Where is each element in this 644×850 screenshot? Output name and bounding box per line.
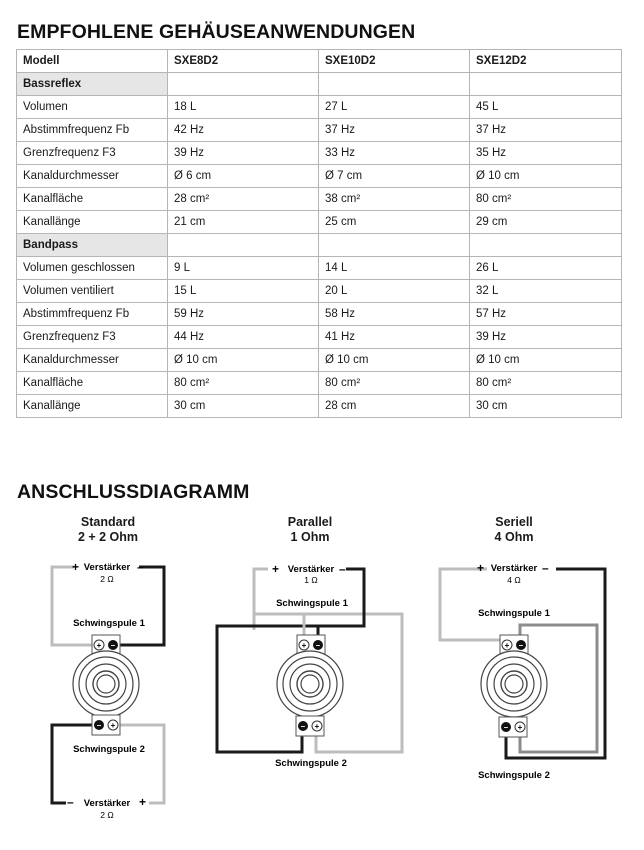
row-label-cell: Grenzfrequenz F3 <box>17 142 168 165</box>
standard-wire-minus-bottom <box>52 725 98 803</box>
value-cell: 9 L <box>168 257 319 280</box>
row-label-cell: Grenzfrequenz F3 <box>17 326 168 349</box>
parallel-diagram <box>217 562 402 769</box>
svg-text:+: + <box>504 641 510 650</box>
svg-text:–: – <box>503 723 509 732</box>
standard-amp-top-plus: + <box>72 560 80 574</box>
svg-text:–: – <box>315 641 321 650</box>
standard-amp-bottom-plus: + <box>139 795 147 809</box>
standard-ohm: 2 + 2 Ohm <box>77 530 139 544</box>
value-cell: 39 Hz <box>168 142 319 165</box>
value-cell: 42 Hz <box>168 119 319 142</box>
value-cell: 20 L <box>319 280 470 303</box>
value-cell: 57 Hz <box>470 303 622 326</box>
header-cell-sxe10d2: SXE10D2 <box>319 50 470 73</box>
value-cell: 25 cm <box>319 211 470 234</box>
standard-title: Standard <box>80 515 136 529</box>
standard-coil1-label: Schwingspule 1 <box>73 618 145 629</box>
value-cell: 80 cm² <box>319 372 470 395</box>
section-label: Bandpass <box>17 234 168 257</box>
value-cell: 33 Hz <box>319 142 470 165</box>
value-cell: 80 cm² <box>470 372 622 395</box>
svg-text:–: – <box>96 721 102 730</box>
seriell-coil1-label: Schwingspule 1 <box>478 608 550 619</box>
svg-text:+: + <box>314 722 320 731</box>
row-label-cell: Kanaldurchmesser <box>17 165 168 188</box>
header-cell-model: Modell <box>17 50 168 73</box>
value-cell: 37 Hz <box>470 119 622 142</box>
svg-text:+: + <box>110 721 116 730</box>
value-cell: Ø 10 cm <box>319 349 470 372</box>
seriell-amp-label: Verstärker <box>490 563 538 574</box>
value-cell: 28 cm <box>319 395 470 418</box>
value-cell: 59 Hz <box>168 303 319 326</box>
seriell-amp-minus: – <box>542 561 549 575</box>
parallel-ohm: 1 Ohm <box>290 530 330 544</box>
row-label-cell: Kanalfläche <box>17 372 168 395</box>
seriell-diagram <box>440 561 605 781</box>
row-label-cell: Abstimmfrequenz Fb <box>17 303 168 326</box>
parallel-coil2-label: Schwingspule 2 <box>275 758 347 769</box>
value-cell: 80 cm² <box>470 188 622 211</box>
diagram-section-title: ANSCHLUSSDIAGRAMM <box>17 481 250 503</box>
value-cell: 15 L <box>168 280 319 303</box>
standard-amp-bottom-minus: – <box>67 795 74 809</box>
row-label-cell: Kanallänge <box>17 395 168 418</box>
standard-diagram <box>52 560 164 820</box>
standard-amp-top-label: Verstärker <box>83 562 131 573</box>
parallel-speaker <box>277 651 343 717</box>
svg-text:–: – <box>300 722 306 731</box>
header-cell-sxe12d2: SXE12D2 <box>470 50 622 73</box>
value-cell: 28 cm² <box>168 188 319 211</box>
value-cell: Ø 10 cm <box>470 165 622 188</box>
value-cell: 41 Hz <box>319 326 470 349</box>
value-cell: 14 L <box>319 257 470 280</box>
parallel-amp-ohm: 1 Ω <box>304 575 318 585</box>
standard-amp-top-minus: – <box>137 560 144 574</box>
parallel-amp-minus: – <box>339 562 346 576</box>
value-cell: 27 L <box>319 96 470 119</box>
svg-text:+: + <box>301 641 307 650</box>
standard-coil2-label: Schwingspule 2 <box>73 744 145 755</box>
seriell-ohm: 4 Ohm <box>494 530 534 544</box>
row-label-cell: Volumen <box>17 96 168 119</box>
value-cell: 37 Hz <box>319 119 470 142</box>
value-cell: 26 L <box>470 257 622 280</box>
parallel-amp-label: Verstärker <box>287 564 335 575</box>
value-cell: 32 L <box>470 280 622 303</box>
value-cell: Ø 10 cm <box>168 349 319 372</box>
header-cell-sxe8d2: SXE8D2 <box>168 50 319 73</box>
parallel-amp-plus: + <box>272 562 280 576</box>
value-cell: 29 cm <box>470 211 622 234</box>
row-label-cell: Volumen geschlossen <box>17 257 168 280</box>
svg-text:–: – <box>518 641 524 650</box>
standard-wire-minus-top <box>114 567 164 645</box>
row-label-cell: Volumen ventiliert <box>17 280 168 303</box>
seriell-speaker <box>481 651 547 717</box>
value-cell: 35 Hz <box>470 142 622 165</box>
row-label-cell: Kanalfläche <box>17 188 168 211</box>
value-cell: 30 cm <box>168 395 319 418</box>
standard-amp-bottom-label: Verstärker <box>83 798 131 809</box>
svg-text:+: + <box>96 641 102 650</box>
row-label-cell: Kanallänge <box>17 211 168 234</box>
seriell-wire-plus <box>440 569 506 640</box>
seriell-title: Seriell <box>495 515 533 529</box>
row-label-cell: Kanaldurchmesser <box>17 349 168 372</box>
svg-text:–: – <box>110 641 116 650</box>
value-cell: 21 cm <box>168 211 319 234</box>
value-cell: Ø 7 cm <box>319 165 470 188</box>
seriell-coil2-label: Schwingspule 2 <box>478 770 550 781</box>
standard-speaker <box>73 651 139 717</box>
parallel-title: Parallel <box>287 515 333 529</box>
standard-wire-plus-bottom <box>114 725 164 803</box>
standard-amp-bottom-ohm: 2 Ω <box>100 810 114 820</box>
value-cell: 39 Hz <box>470 326 622 349</box>
row-label-cell: Abstimmfrequenz Fb <box>17 119 168 142</box>
svg-text:+: + <box>517 723 523 732</box>
value-cell: 45 L <box>470 96 622 119</box>
parallel-coil1-label: Schwingspule 1 <box>276 598 348 609</box>
value-cell: 58 Hz <box>319 303 470 326</box>
seriell-amp-plus: + <box>477 561 485 575</box>
seriell-amp-ohm: 4 Ω <box>507 575 521 585</box>
table-section-title: EMPFOHLENE GEHÄUSEANWENDUNGEN <box>17 21 416 43</box>
value-cell: Ø 10 cm <box>470 349 622 372</box>
value-cell: 18 L <box>168 96 319 119</box>
value-cell: 80 cm² <box>168 372 319 395</box>
value-cell: 44 Hz <box>168 326 319 349</box>
value-cell: 38 cm² <box>319 188 470 211</box>
value-cell: Ø 6 cm <box>168 165 319 188</box>
standard-wire-plus-top <box>52 567 98 645</box>
section-label: Bassreflex <box>17 73 168 96</box>
value-cell: 30 cm <box>470 395 622 418</box>
standard-amp-top-ohm: 2 Ω <box>100 574 114 584</box>
